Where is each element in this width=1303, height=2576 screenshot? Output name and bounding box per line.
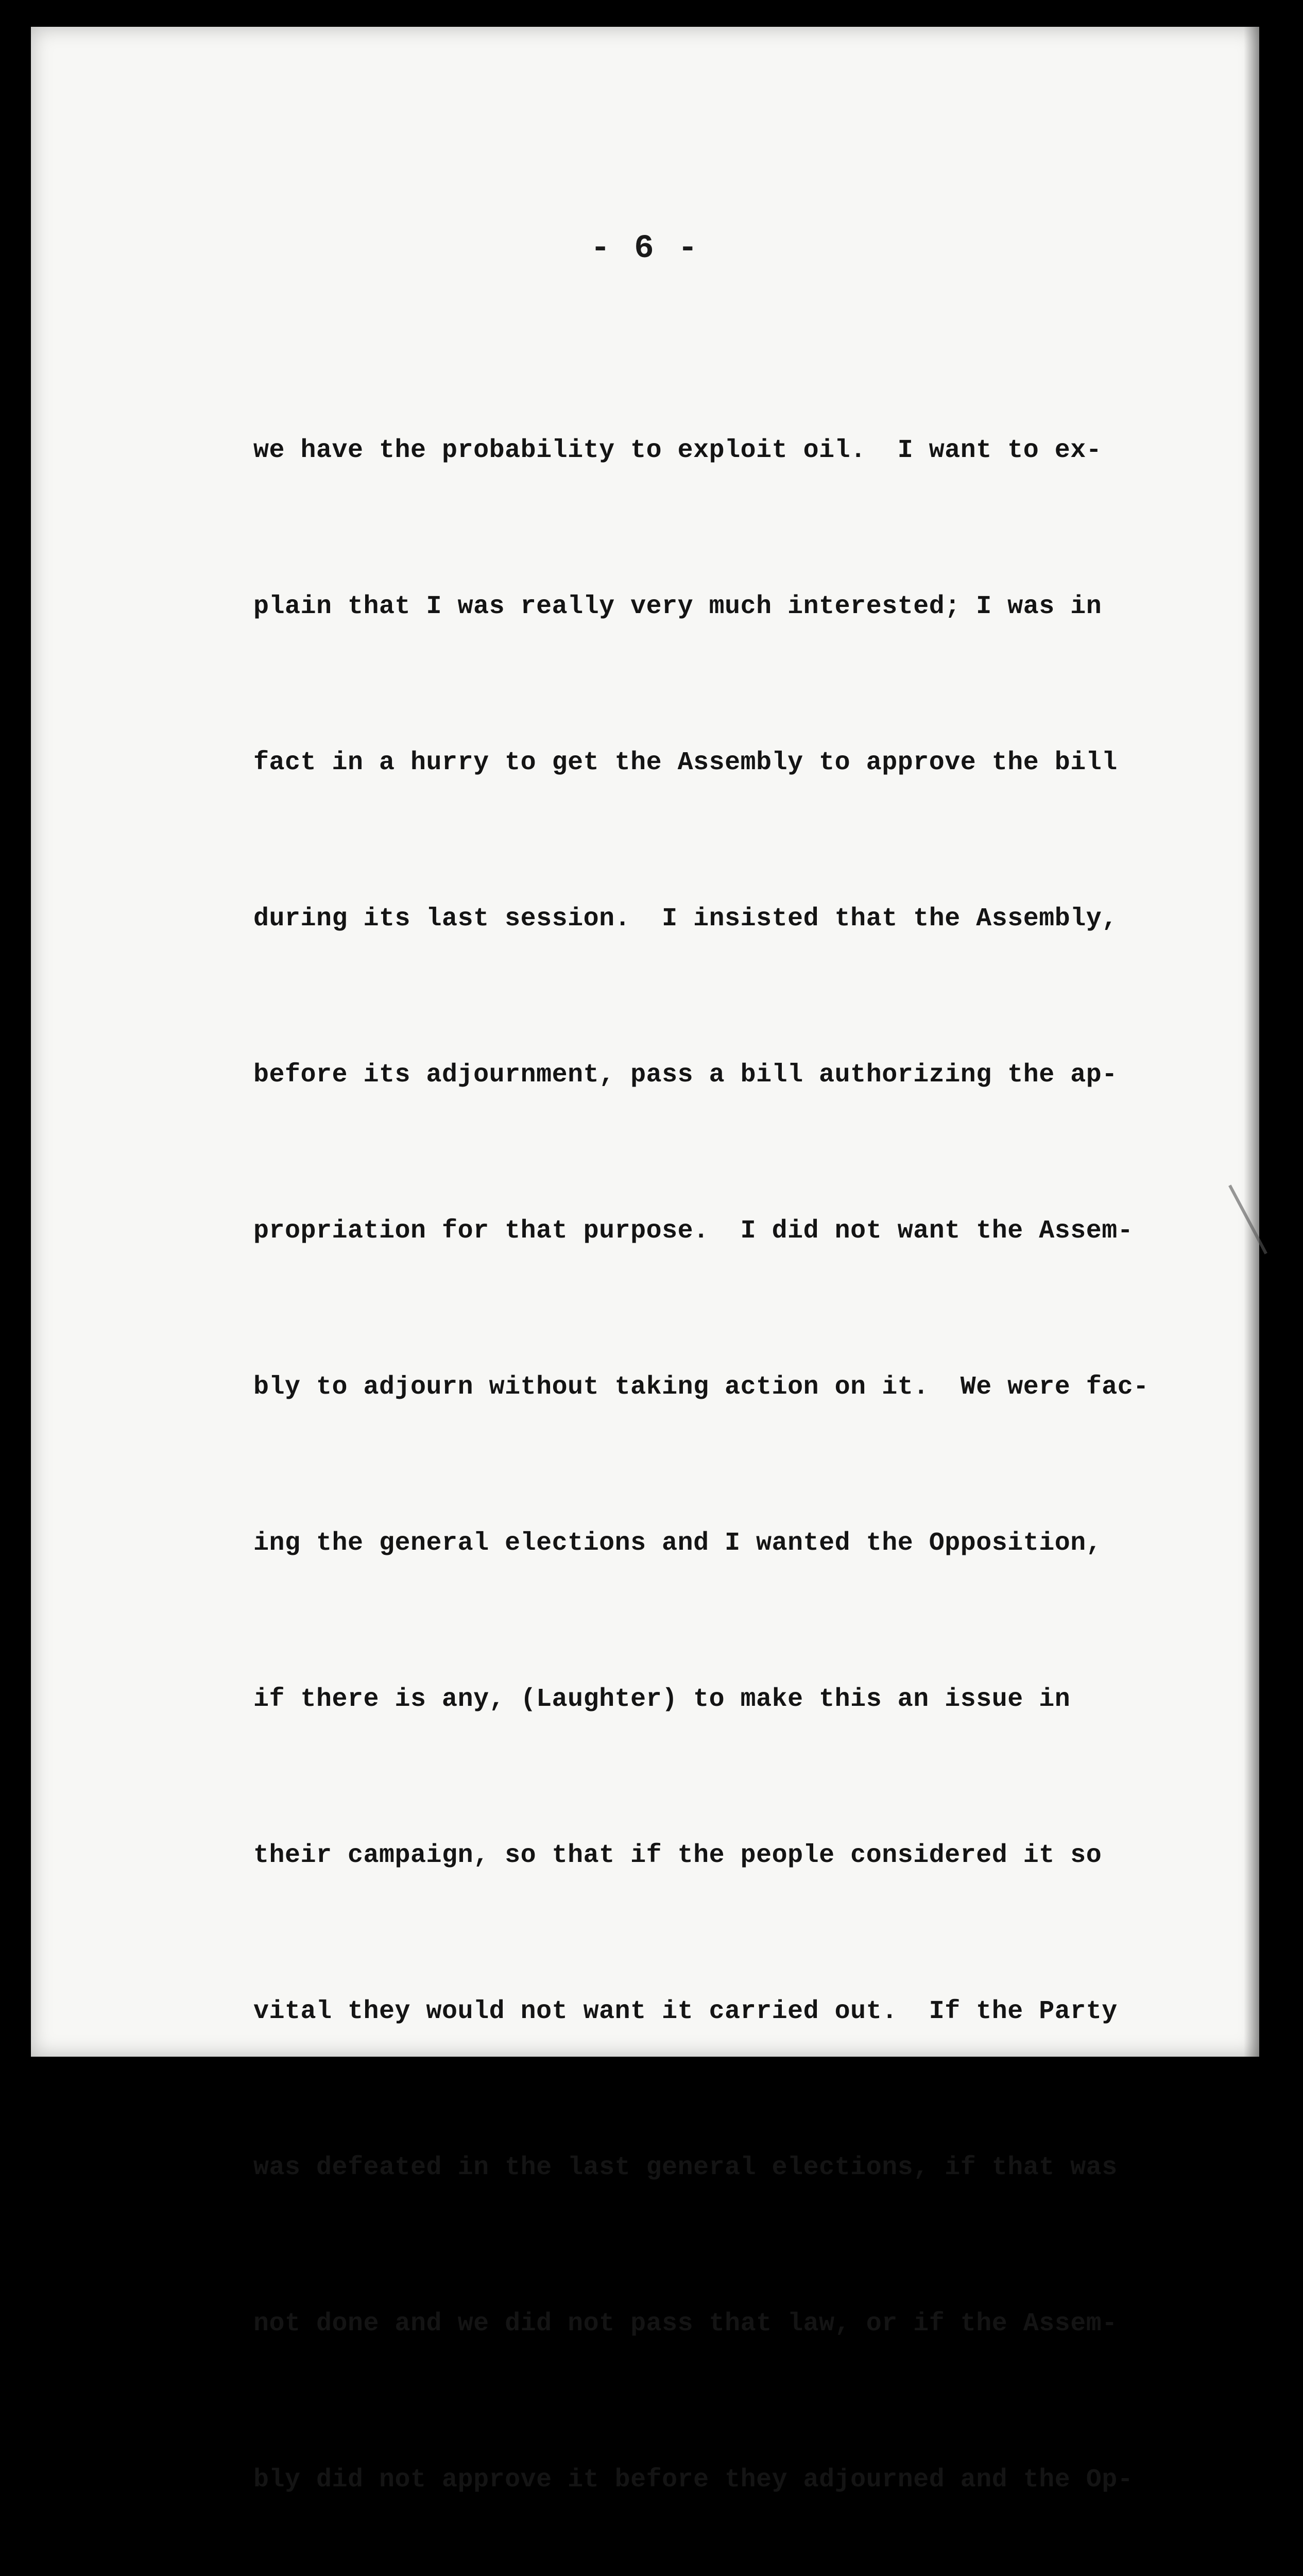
text-line: before its adjournment, pass a bill authorizing the ap-	[253, 1060, 1118, 1090]
text-line: ing the general elections and I wanted the Opposition,	[253, 1529, 1102, 1558]
text-line: propriation for that purpose. I did not want the Assem-	[253, 1216, 1134, 1246]
page-edge-shadow	[1244, 27, 1259, 2057]
text-line: during its last session. I insisted that the Assembly,	[253, 904, 1118, 934]
text-line: if there is any, (Laughter) to make this an issue in	[253, 1685, 1071, 1714]
text-line: we have the probability to exploit oil. I want to ex-	[253, 436, 1102, 465]
page-number: - 6 -	[590, 230, 700, 267]
text-line: was defeated in the last general elections, if that was	[253, 2153, 1118, 2182]
text-line: bly to adjourn without taking action on it. We were fac-	[253, 1372, 1149, 1402]
text-line: their campaign, so that if the people considered it so	[253, 1841, 1102, 1870]
text-line: plain that I was really very much interested; I was in	[253, 592, 1102, 621]
document-page	[31, 27, 1259, 2495]
text-line: vital they would not want it carried out. If the Party	[253, 1997, 1118, 2026]
text-line: not done and we did not pass that law, or if the Assem-	[253, 2309, 1118, 2338]
text-line: bly did not approve it before they adjourned and the Op-	[253, 2465, 1134, 2495]
text-line: fact in a hurry to get the Assembly to approve the bill	[253, 748, 1118, 777]
transcript-body	[253, 320, 1180, 2576]
